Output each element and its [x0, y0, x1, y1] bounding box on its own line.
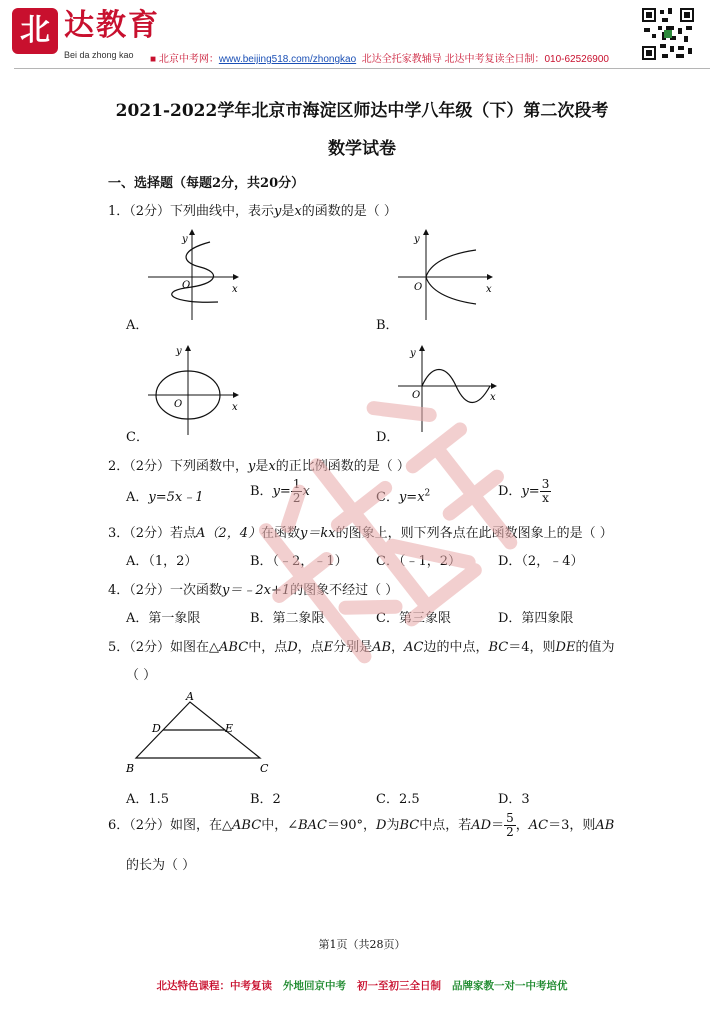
exam-title: 2021-2022学年北京市海淀区师达中学八年级（下）第二次段考 [115, 101, 609, 121]
q3-function: y＝kx [300, 526, 336, 541]
q1-option-d[interactable]: D． [376, 430, 400, 445]
q3-text-suffix: 的图象上，则下列各点在此函数图象上的是（ ） [335, 526, 613, 541]
question-3 [108, 522, 613, 541]
graph-c [140, 340, 250, 440]
q5-option-b[interactable]: B．2 [250, 792, 281, 807]
q5-de: DE [555, 640, 576, 655]
q3-text-mid: 在函数 [260, 526, 300, 541]
q5-text-g: 的值为 [575, 640, 615, 655]
q5-label-b: B [126, 762, 135, 775]
q6-text-e: 中点，若 [419, 818, 472, 833]
header-info-line [150, 50, 609, 65]
q2-option-b-var: x [302, 484, 310, 499]
q4-text: 4．（2分）一次函数 [108, 583, 223, 598]
q5-option-d[interactable]: D．3 [498, 792, 530, 807]
q5-d: D [287, 640, 298, 655]
q6-numerator: 5 [506, 811, 514, 825]
q5-text-b: 中，点 [248, 640, 288, 655]
q5-text-e: 边的中点， [423, 640, 489, 655]
q2-option-d[interactable] [498, 478, 551, 505]
q1-option-c[interactable]: C． [126, 430, 149, 445]
q1-option-b[interactable]: B． [376, 318, 399, 333]
q5-text-a: 5．（2分）如图在△ [108, 640, 220, 655]
q2-option-c[interactable] [376, 486, 430, 505]
q2-option-b-numerator: 1 [292, 477, 301, 491]
q5-comma: ， [391, 640, 405, 655]
q6-text-c: ＝90°， [326, 818, 377, 833]
q6-d: D [376, 818, 387, 833]
q5-text-c: ，点 [297, 640, 324, 655]
graph-a-y-label: y [182, 234, 188, 245]
q2-text-mid: 是 [255, 459, 269, 474]
q5-label-e: E [225, 722, 234, 735]
footer-item-3: 初一至初三全日制 [356, 980, 441, 992]
q3-option-c[interactable]: C．（﹣1，2） [376, 554, 461, 569]
brand-logo-icon: 北 [12, 8, 58, 54]
q3-text: 3．（2分）若点 [108, 526, 197, 541]
q2-option-c-exponent: 2 [424, 488, 431, 499]
graph-c-y-label: y [176, 346, 182, 357]
q5-abc: ABC [219, 640, 249, 655]
q5-label-a: A [186, 690, 194, 703]
q2-option-b-label: B． [250, 484, 273, 499]
footer-promo [0, 978, 724, 993]
question-6-line2: 的长为（ ） [126, 858, 196, 873]
q6-text-b: 中，∠ [261, 818, 299, 833]
graph-d-x-label: x [490, 392, 496, 403]
q2-option-d-numerator: 3 [541, 477, 550, 491]
q4-option-b[interactable]: B．第二象限 [250, 611, 325, 626]
graph-d [392, 340, 504, 440]
q5-ab: AB [372, 640, 392, 655]
q6-text-g: ＝3，则 [548, 818, 596, 833]
q5-bc: BC [488, 640, 509, 655]
q5-label-d: D [152, 722, 161, 735]
graph-b [392, 222, 502, 327]
q4-function: y＝﹣2x+1 [222, 583, 291, 598]
question-2 [108, 455, 410, 474]
q2-option-a-label: A． [126, 490, 149, 505]
graph-b-origin-label: O [414, 282, 423, 293]
q2-option-c-label: C． [376, 490, 399, 505]
q1-text: 1．（2分）下列曲线中，表示 [108, 204, 275, 219]
q5-option-a[interactable]: A．1.5 [126, 792, 170, 807]
q2-option-d-fraction [540, 478, 552, 505]
question-1 [108, 200, 397, 219]
q5-label-c: C [260, 762, 269, 775]
q1-text-suffix: 的函数的是（ ） [301, 204, 397, 219]
graph-b-y-label: y [414, 234, 420, 245]
q2-text-suffix: 的正比例函数的是（ ） [275, 459, 410, 474]
q6-bac: BAC [298, 818, 327, 833]
q2-option-b[interactable] [250, 478, 310, 505]
graph-a-x-label: x [232, 284, 238, 295]
qr-code-icon [640, 6, 696, 62]
q2-option-d-label: D． [498, 484, 522, 499]
question-6 [108, 812, 614, 839]
page-number: 第1页（共28页） [318, 938, 406, 951]
q3-option-a[interactable]: A．（1，2） [126, 554, 198, 569]
q6-text-d: 为 [386, 818, 400, 833]
graph-d-y-label: y [410, 348, 416, 359]
q2-var-x: x [268, 459, 276, 474]
q3-option-b[interactable]: B．（﹣2，﹣1） [250, 554, 348, 569]
graph-a-origin-label: O [182, 280, 191, 291]
q5-ac: AC [404, 640, 424, 655]
q4-option-d[interactable]: D．第四象限 [498, 611, 574, 626]
q1-var-y: y [274, 204, 282, 219]
graph-c-x-label: x [232, 402, 238, 413]
brand-pinyin: Bei da zhong kao [64, 50, 134, 60]
graph-a [140, 222, 250, 327]
question-4 [108, 579, 398, 598]
q2-var-y: y [248, 459, 256, 474]
q6-bc: BC [399, 818, 420, 833]
q2-option-a[interactable] [126, 486, 204, 505]
graph-d-origin-label: O [412, 390, 421, 401]
q4-text-suffix: 的图象不经过（ ） [290, 583, 399, 598]
q5-e: E [323, 640, 334, 655]
q5-text-f: ＝4，则 [508, 640, 556, 655]
exam-subtitle: 数学试卷 [328, 139, 396, 159]
q6-fraction [504, 812, 516, 839]
q5-text-d: 分别是 [333, 640, 373, 655]
q2-option-b-denominator: 2 [292, 491, 301, 505]
q2-option-d-denominator: x [542, 491, 549, 505]
section-heading: 一、选择题（每题2分，共20分） [108, 176, 305, 191]
footer-item-2: 外地回京中考 [283, 980, 347, 992]
brand-name: 达教育 [64, 8, 160, 43]
q6-text-a: 6．（2分）如图，在△ [108, 818, 233, 833]
question-5 [108, 636, 614, 655]
q1-text-mid: 是 [281, 204, 295, 219]
q2-option-b-fraction [291, 478, 303, 505]
q2-option-a-expr: y=5x﹣1 [148, 490, 204, 505]
q6-ad: AD [471, 818, 492, 833]
question-5-line2: （ ） [126, 668, 157, 683]
q5-option-c[interactable]: C．2.5 [376, 792, 420, 807]
q1-var-x: x [294, 204, 302, 219]
q6-ac: AC [528, 818, 549, 833]
graph-c-origin-label: O [174, 399, 183, 410]
header-slogan: 北达全托家教辅导 北达中考复读全日制：010-62526900 [361, 54, 609, 65]
q6-text-f: ， [515, 818, 529, 833]
site-label: ■ 北京中考网： [150, 54, 219, 65]
q6-denominator: 2 [506, 825, 514, 839]
q4-option-a[interactable]: A．第一象限 [126, 611, 201, 626]
q2-text: 2．（2分）下列函数中， [108, 459, 249, 474]
q6-eq: ＝ [491, 818, 505, 833]
q3-option-d[interactable]: D．（2，﹣4） [498, 554, 584, 569]
graph-b-x-label: x [486, 284, 492, 295]
footer-item-1: 北达特色课程：中考复读 [156, 980, 273, 992]
q2-option-c-base: y=x [398, 490, 425, 505]
q6-ab: AB [595, 818, 615, 833]
header-divider [14, 68, 710, 69]
q3-point: A（2，4） [196, 526, 261, 541]
q4-option-c[interactable]: C．第三象限 [376, 611, 451, 626]
graph-a-curve [172, 242, 218, 302]
site-link[interactable]: www.beijing518.com/zhongkao [218, 54, 357, 65]
footer-item-4: 品牌家教一对一中考培优 [451, 980, 568, 992]
q5-triangle-figure [122, 690, 282, 778]
q1-option-a[interactable]: A． [126, 318, 149, 333]
q2-option-d-lhs: y= [521, 484, 540, 499]
q2-option-b-lhs: y= [272, 484, 291, 499]
q6-abc: ABC [232, 818, 262, 833]
